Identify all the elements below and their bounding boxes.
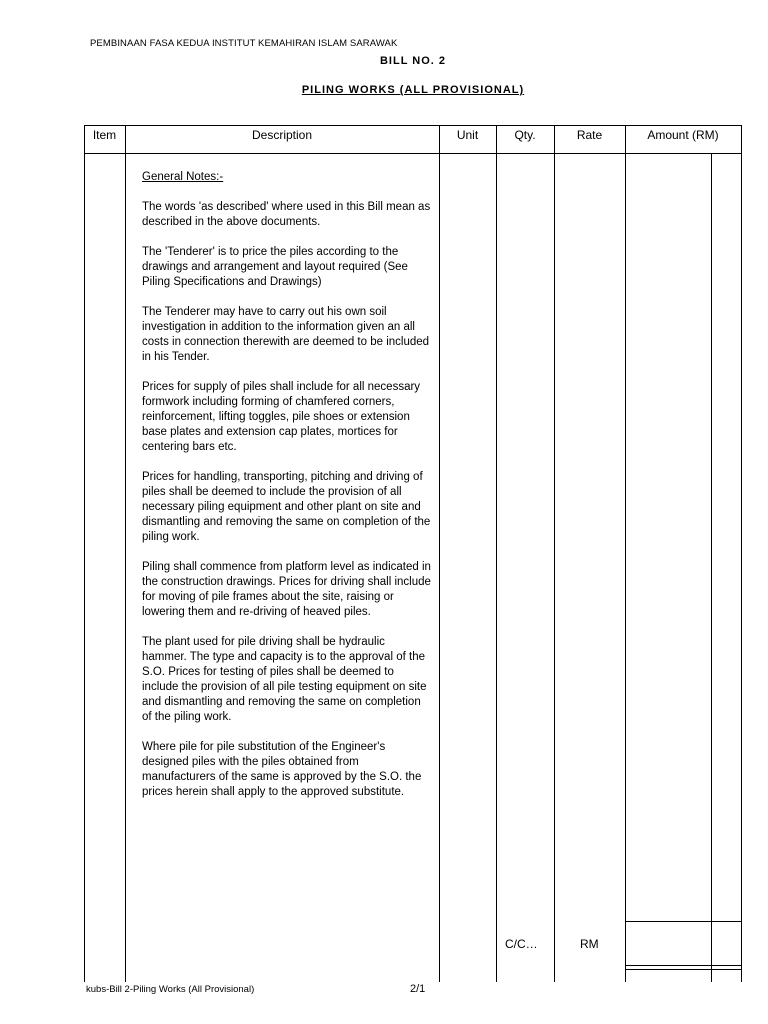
note-paragraph: The 'Tenderer' is to price the piles according to the drawings and arrangement and layout required (See Piling Specifications and Drawings) (142, 246, 408, 288)
project-name: PEMBINAAN FASA KEDUA INSTITUT KEMAHIRAN ISLAM SARAWAK (90, 38, 398, 49)
col-divider-qty (554, 125, 555, 982)
amount-cents-divider (711, 153, 712, 982)
general-notes (142, 170, 432, 815)
page-number: 2/1 (410, 983, 426, 995)
col-divider-rate (625, 125, 626, 982)
col-header-qty: Qty. (514, 128, 536, 142)
note-paragraph: The Tenderer may have to carry out his own soil investigation in addition to the information given an all costs in connection therewith are deemed to be included in his Tender. (142, 306, 430, 363)
col-header-unit: Unit (456, 128, 479, 142)
left-border (84, 125, 85, 982)
note-paragraph: The plant used for pile driving shall be hydraulic hammer. The type and capacity is to the approval of the S.O. Prices for testing of piles shall be deemed to include the provision of all pile testing equipment on site and dismantling and removing the same on completion of the piling work. (142, 636, 427, 723)
col-header-description: Description (251, 128, 313, 142)
col-header-item: Item (92, 128, 117, 142)
note-paragraph: Prices for supply of piles shall include for all necessary formwork including forming of chamfered corners, reinforcement, lifting toggles, pile shoes or extension base plates and extension cap plates, mortices for centering bars etc. (142, 381, 421, 453)
bill-title: PILING WORKS (ALL PROVISIONAL) (301, 84, 525, 96)
currency-label: RM (580, 937, 599, 951)
total-line-1 (625, 965, 741, 966)
note-paragraph: Where pile for pile substitution of the Engineer's designed piles with the piles obtained from manufacturers of the same is approved by the S.O. the prices herein shall apply to the approved substitute. (142, 741, 422, 798)
total-top-line (625, 921, 741, 922)
note-paragraph: Piling shall commence from platform level as indicated in the construction drawings. Prices for driving shall include for moving of pile frames about the site, raising or lowering them and re-driving of heaved piles. (142, 561, 431, 618)
header-bottom-border (84, 153, 742, 154)
col-header-amount: Amount (RM) (647, 128, 719, 142)
right-border (741, 125, 742, 982)
total-line-2 (625, 969, 741, 970)
bill-number: BILL NO. 2 (379, 55, 447, 67)
note-paragraph: Prices for handling, transporting, pitching and driving of piles shall be deemed to include the provision of all necessary piling equipment and other plant on site and dismantling and removing the same on completion of the piling work. (142, 471, 431, 543)
carried-collection-label: C/C… (505, 937, 538, 951)
col-divider-description (439, 125, 440, 982)
notes-heading: General Notes:- (142, 171, 224, 183)
col-divider-unit (496, 125, 497, 982)
table-top-border (84, 125, 742, 126)
footer-filename: kubs-Bill 2-Piling Works (All Provisional) (86, 984, 255, 995)
note-paragraph: The words 'as described' where used in this Bill mean as described in the above documents. (142, 201, 431, 228)
col-divider-item (125, 125, 126, 982)
col-header-rate: Rate (576, 128, 603, 142)
